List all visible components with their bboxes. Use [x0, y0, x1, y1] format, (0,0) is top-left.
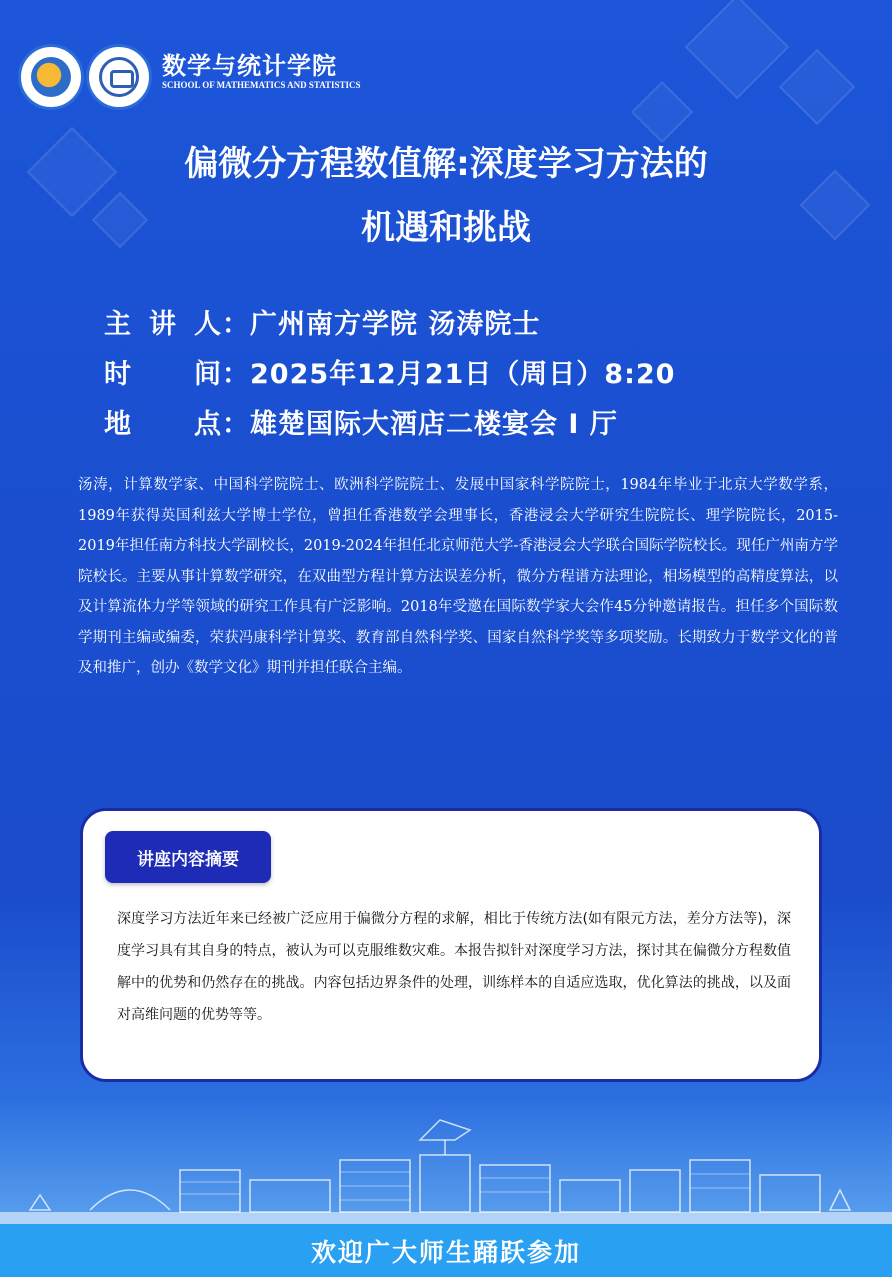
lecture-title-line1: 偏微分方程数值解:深度学习方法的: [184, 144, 708, 184]
university-seal-icon: [18, 44, 84, 110]
lecture-title-line2: 机遇和挑战: [361, 208, 531, 248]
speaker-bio: 汤涛，计算数学家、中国科学院院士、欧洲科学院院士、发展中国家科学院院士，1984年毕业于北京大学数学系，1989年获得英国利兹大学博士学位，曾担任香港数学会理事长，香港浸会大学研究生院院长、理学院院长，2015-2019年担任南方科技大学副校长，2019-2024年担任北京师范大学-香港浸会大学联合国际学院校长。现任广州南方学院校长。主要从事计算数学研究，在双曲型方程计算方法误差分析，微分方程谱方法理论，相场模型的高精度算法，以及计算流体力学等领域的研究工作具有广泛影响。2018年受邀在国际数学家大会作45分钟邀请报告。担任多个国际数学期刊主编或编委，荣获冯康科学计算奖、教育部自然科学奖、国家自然科学奖等多项奖励。长期致力于数学文化的普及和推广，创办《数学文化》期刊并担任联合主编。: [78, 477, 838, 676]
speaker-line: [104, 302, 540, 341]
time-label: 时间: [104, 359, 222, 390]
decor-diamond: [631, 81, 693, 143]
place-value: ：雄楚国际大酒店二楼宴会 I 厅: [222, 409, 618, 440]
welcome-banner: 欢迎广大师生踊跃参加: [0, 1224, 892, 1277]
place-line: [104, 402, 618, 441]
abstract-badge: 讲座内容摘要: [105, 831, 271, 883]
abstract-box: [80, 808, 822, 1082]
decor-diamond: [685, 0, 790, 99]
decor-diamond: [779, 49, 855, 125]
time-value: ：2025年12月21日（周日）8:20: [222, 359, 676, 390]
school-name-en: SCHOOL OF MATHEMATICS AND STATISTICS: [162, 80, 361, 90]
speaker-label: 主讲人: [104, 309, 222, 340]
city-skyline-illustration: [0, 1100, 892, 1224]
school-name-cn: 数学与统计学院: [162, 51, 337, 80]
speaker-value: ：广州南方学院 汤涛院士: [222, 309, 541, 340]
school-emblem-icon: [86, 44, 152, 110]
abstract-text: 深度学习方法近年来已经被广泛应用于偏微分方程的求解，相比于传统方法(如有限元方法，差分方法等)，深度学习具有其自身的特点，被认为可以克服维数灾难。本报告拟针对深度学习方法，探讨其在偏微分方程数值解中的优势和仍然存在的挑战。内容包括边界条件的处理，训练样本的自适应选取，优化算法的挑战，以及面对高维问题的优势等等。: [117, 911, 791, 1023]
time-line: [104, 352, 675, 391]
place-label: 地点: [104, 409, 222, 440]
